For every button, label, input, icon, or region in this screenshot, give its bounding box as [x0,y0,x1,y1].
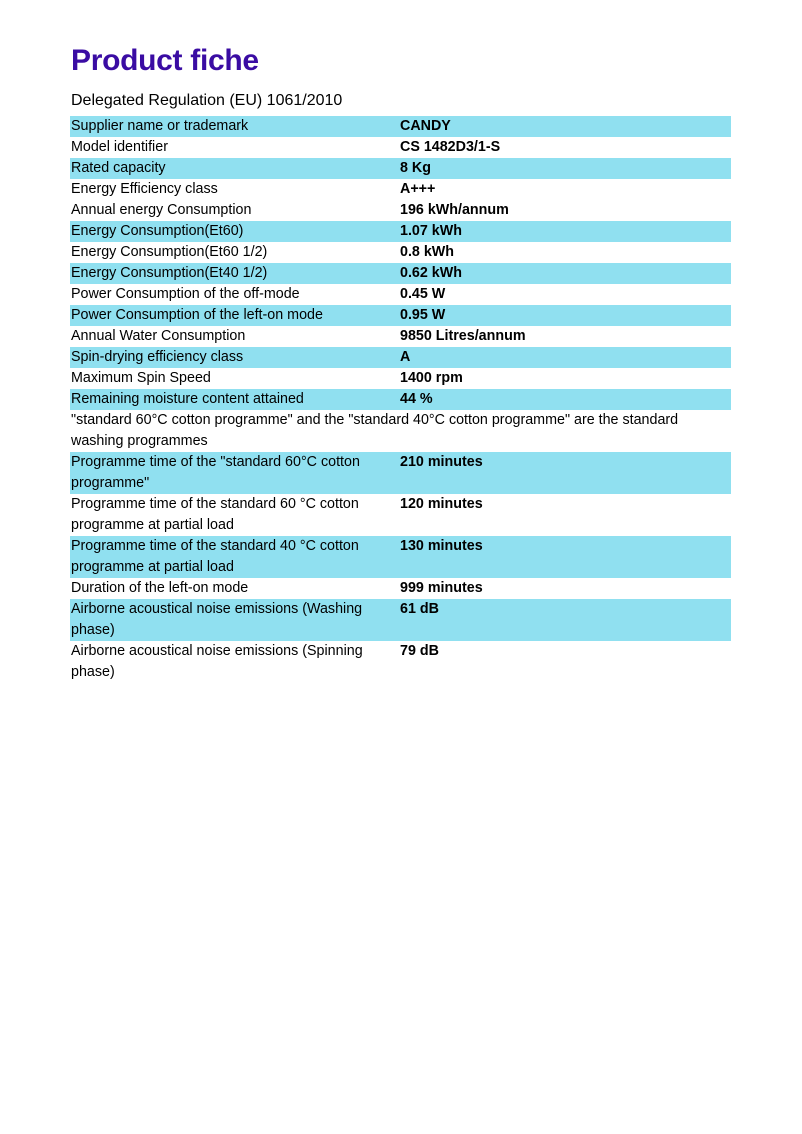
spec-value: 61 dB [400,601,439,617]
spec-label: Airborne acoustical noise emissions (Washing phase) [71,601,363,638]
spec-label: Model identifier [71,139,168,155]
spec-label: Maximum Spin Speed [71,370,211,386]
spec-row [70,158,731,179]
spec-row [70,242,731,263]
spec-label: Energy Consumption(Et60) [71,223,244,239]
spec-row [70,179,731,200]
spec-value: CANDY [400,118,451,134]
spec-value: 0.45 W [400,286,446,302]
spec-value: A+++ [400,181,436,197]
spec-value: 999 minutes [400,580,483,596]
spec-label: Duration of the left-on mode [71,580,249,596]
spec-value: 44 % [400,391,433,407]
spec-label: Energy Efficiency class [71,181,218,197]
spec-row [70,494,731,536]
spec-table [70,116,731,683]
spec-label: Annual energy Consumption [71,202,252,218]
spec-row [70,536,731,578]
standard-programmes-note: "standard 60°C cotton programme" and the "standard 40°C cotton programme" are the standard washing programmes [71,412,679,449]
spec-value: 196 kWh/annum [400,202,509,218]
spec-value: A [400,349,411,365]
spec-value: 120 minutes [400,496,483,512]
spec-value: 8 Kg [400,160,431,176]
spec-label: Programme time of the standard 40 °C cotton programme at partial load [71,538,359,575]
spec-row [70,368,731,389]
page-title: Product fiche [71,44,259,77]
spec-row [70,347,731,368]
spec-rows-top [70,116,731,410]
spec-row [70,641,731,683]
spec-value: CS 1482D3/1-S [400,139,501,155]
spec-row [70,200,731,221]
spec-label: Energy Consumption(Et40 1/2) [71,265,268,281]
spec-value: 9850 Litres/annum [400,328,526,344]
spec-row [70,116,731,137]
spec-value: 1.07 kWh [400,223,462,239]
spec-label: Programme time of the standard 60 °C cotton programme at partial load [71,496,359,533]
spec-row [70,305,731,326]
spec-row [70,221,731,242]
spec-row [70,284,731,305]
spec-label: Power Consumption of the off-mode [71,286,300,302]
spec-value: 0.95 W [400,307,446,323]
spec-label: Supplier name or trademark [71,118,249,134]
spec-label: Programme time of the "standard 60°C cotton programme" [71,454,360,491]
spec-row [70,263,731,284]
spec-value: 79 dB [400,643,439,659]
spec-rows-bottom [70,452,731,683]
spec-label: Energy Consumption(Et60 1/2) [71,244,268,260]
regulation-subtitle: Delegated Regulation (EU) 1061/2010 [71,92,343,109]
spec-value: 210 minutes [400,454,483,470]
spec-value: 0.8 kWh [400,244,455,260]
spec-label: Spin-drying efficiency class [71,349,244,365]
spec-label: Annual Water Consumption [71,328,246,344]
spec-row [70,452,731,494]
spec-row [70,137,731,158]
spec-label: Remaining moisture content attained [71,391,304,407]
spec-label: Power Consumption of the left-on mode [71,307,323,323]
spec-label: Airborne acoustical noise emissions (Spinning phase) [71,643,363,680]
spec-label: Rated capacity [71,160,166,176]
spec-value: 1400 rpm [400,370,463,386]
spec-row [70,326,731,347]
spec-row [70,599,731,641]
spec-value: 0.62 kWh [400,265,462,281]
spec-row [70,578,731,599]
spec-value: 130 minutes [400,538,483,554]
spec-row [70,389,731,410]
